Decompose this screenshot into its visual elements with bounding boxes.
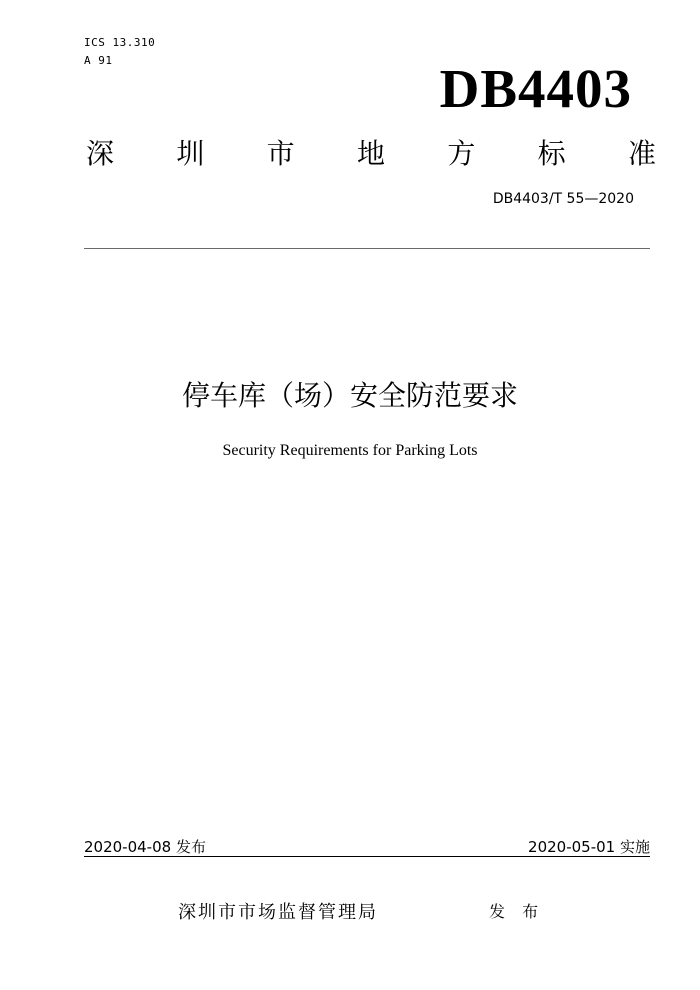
- standard-number: DB4403/T 55—2020: [492, 191, 634, 207]
- standard-type-char: 方: [447, 137, 476, 170]
- standard-type-char: 市: [266, 137, 295, 170]
- standard-type: [86, 134, 656, 174]
- standard-type-char: 地: [356, 137, 385, 170]
- publish-label: 发 布: [489, 902, 545, 921]
- standard-type-char: 深: [86, 137, 115, 170]
- classification-code: A 91: [84, 54, 113, 67]
- issue-date: 2020-04-08 发布: [84, 838, 206, 856]
- document-title-english: Security Requirements for Parking Lots: [222, 442, 478, 459]
- footer-divider: [84, 856, 650, 857]
- standard-type-char: 标: [537, 137, 566, 170]
- db-logo: DB4403: [439, 58, 632, 119]
- standard-type-char: 圳: [176, 137, 205, 170]
- header-divider: [84, 248, 650, 249]
- standard-type-char: 准: [627, 137, 656, 170]
- ics-code: ICS 13.310: [84, 36, 156, 49]
- implementation-date: 2020-05-01 实施: [528, 838, 650, 856]
- issuing-authority: 深圳市市场监督管理局: [178, 902, 378, 923]
- document-title-chinese: 停车库（场）安全防范要求: [181, 379, 518, 412]
